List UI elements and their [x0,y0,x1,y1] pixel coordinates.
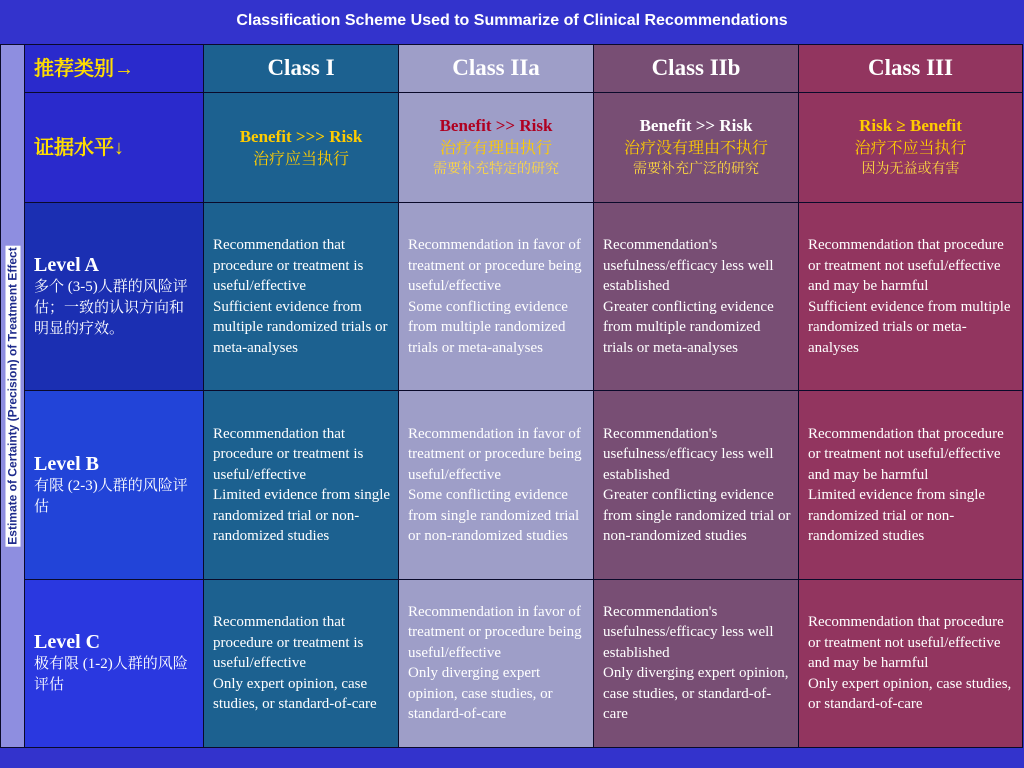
benefit-en: Benefit >> Risk [639,116,753,136]
classification-table [0,44,1023,748]
benefit-cell-iib [594,93,799,203]
recommendation-cell: Recommendation that procedure or treatment is useful/effective Limited evidence from single randomized trial or non-randomized studies [204,391,399,579]
recommendation-cell: Recommendation that procedure or treatment not useful/effective and may be harmful Only expert opinion, case studies, or standard-of-care [799,579,1023,747]
level-row-c [1,579,1023,747]
benefit-en: Benefit >>> Risk [239,126,363,146]
level-description: 极有限 (1-2)人群的风险评估 [34,656,188,694]
recommendation-cell: Recommendation in favor of treatment or procedure being useful/effective Some conflicting evidence from single randomized trial or non-randomized studies [399,391,594,579]
recommendation-cell: Recommendation that procedure or treatment is useful/effective Sufficient evidence from multiple randomized trials or meta-analyses [204,203,399,391]
benefit-cn: 治疗不应当执行 [854,138,967,158]
level-cell-a [25,203,204,391]
benefit-cn-sub: 需要补充广泛的研究 [633,161,759,178]
recommendation-cell: Recommendation in favor of treatment or procedure being useful/effective Some conflicting evidence from multiple randomized trials or meta-analyses [399,203,594,391]
class-header-iii: Class III [799,45,1023,93]
benefit-cn: 治疗没有理由不执行 [623,138,768,158]
recommendation-cell: Recommendation's usefulness/efficacy less well established Greater conflicting evidence from multiple randomized trials or meta-analyses [594,203,799,391]
benefit-cell-iia [399,93,594,203]
benefit-en: Risk ≥ Benefit [859,116,962,136]
benefit-row [1,93,1023,203]
class-header-iib: Class IIb [594,45,799,93]
benefit-cell-iii [799,93,1023,203]
header-row [1,45,1023,93]
class-header-i: Class I [204,45,399,93]
recommendation-cell: Recommendation that procedure or treatment not useful/effective and may be harmful Limited evidence from single randomized trial or non-randomized studies [799,391,1023,579]
level-row-a [1,203,1023,391]
arrow-down-icon: ↓ [114,136,124,159]
recommendation-category-cell [25,45,204,93]
evidence-level-cell [25,93,204,203]
recommendation-category-label: 推荐类别 [34,55,114,80]
level-row-b [1,391,1023,579]
side-column [1,45,25,748]
benefit-en: Benefit >> Risk [439,116,553,136]
benefit-cn-sub: 因为无益或有害 [861,161,960,178]
side-label: Estimate of Certainty (Precision) of Treatment Effect [5,247,19,545]
level-cell-c [25,579,204,747]
recommendation-cell: Recommendation that procedure or treatment is useful/effective Only expert opinion, case studies, or standard-of-care [204,579,399,747]
level-cell-b [25,391,204,579]
arrow-right-icon: → [114,57,134,80]
benefit-cn: 治疗有理由执行 [439,138,552,158]
class-header-iia: Class IIa [399,45,594,93]
benefit-cn: 治疗应当执行 [252,148,349,168]
recommendation-cell: Recommendation that procedure or treatment not useful/effective and may be harmful Sufficient evidence from multiple randomized trials or meta-analyses [799,203,1023,391]
level-name: Level A [34,254,99,277]
level-description: 多个 (3-5)人群的风险评估；一致的认识方向和明显的疗效。 [34,279,188,338]
benefit-cell-i [204,93,399,203]
level-description: 有限 (2-3)人群的风险评估 [34,478,188,516]
benefit-cn-sub: 需要补充特定的研究 [433,161,559,178]
evidence-level-label: 证据水平 [34,134,114,159]
recommendation-cell: Recommendation's usefulness/efficacy less well established Greater conflicting evidence from single randomized trial or non-randomized studies [594,391,799,579]
page-title: Classification Scheme Used to Summarize of Clinical Recommendations [236,12,788,29]
recommendation-cell: Recommendation in favor of treatment or procedure being useful/effective Only diverging expert opinion, case studies, or standard-of-care [399,579,594,747]
recommendation-cell: Recommendation's usefulness/efficacy less well established Only diverging expert opinion, case studies, or standard-of-care [594,579,799,747]
level-name: Level B [34,453,99,476]
level-name: Level C [34,631,101,654]
